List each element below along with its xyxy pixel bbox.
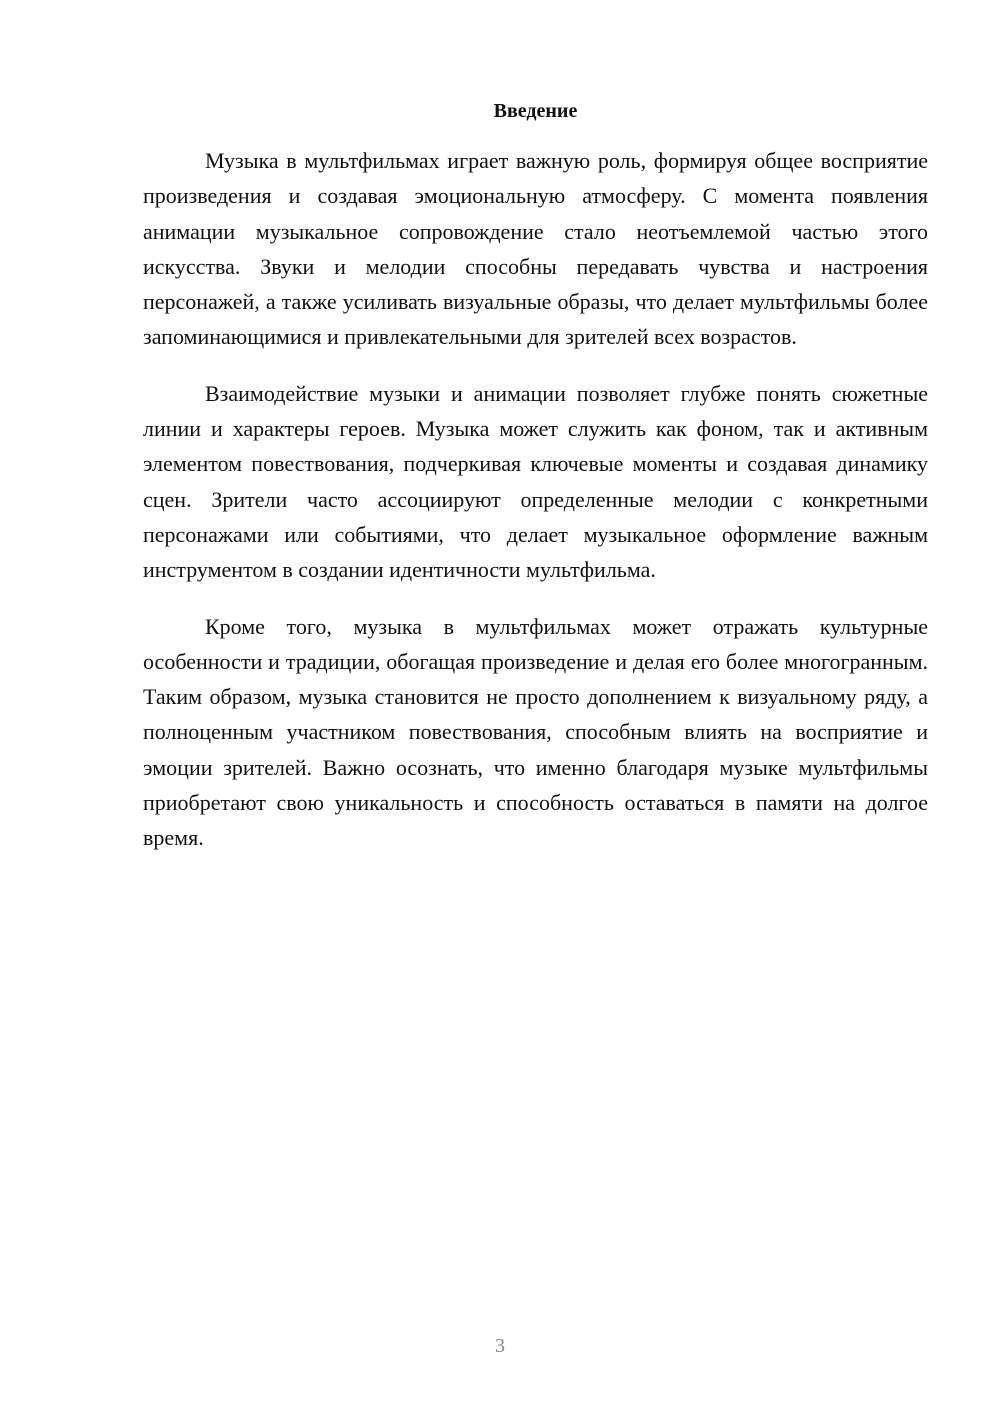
paragraph-3: Кроме того, музыка в мультфильмах может отражать культурные особенности и традиции, обогащая произведение и делая его более многогранным. Таким образом, музыка становится не просто дополнением к визуальному ряду, а полноценным участником повествования, способным влиять на восприятие и эмоции зрителей. Важно осознать, что именно благодаря музыке мультфильмы приобретают свою уникальность и способность оставаться в памяти на долгое время. bbox=[143, 613, 928, 851]
paragraph-1: Музыка в мультфильмах играет важную роль, формируя общее восприятие произведения и создавая эмоциональную атмосферу. С момента появления анимации музыкальное сопровождение стало неотъемлемой частью этого искусства. Звуки и мелодии способны передавать чувства и настроения персонажей, а также усиливать визуальные образы, что делает мультфильмы более запоминающимися и привлекательными для зрителей всех возрастов. bbox=[143, 148, 928, 350]
page-number: 3 bbox=[495, 1335, 505, 1357]
section-title: Введение bbox=[493, 100, 578, 122]
paragraph-2: Взаимодействие музыки и анимации позволяет глубже понять сюжетные линии и характеры героев. Музыка может служить как фоном, так и активным элементом повествования, подчеркивая ключевые моменты и создавая динамику сцен. Зрители часто ассоциируют определенные мелодии с конкретными персонажами или событиями, что делает музыкальное оформление важным инструментом в создании идентичности мультфильма. bbox=[143, 380, 928, 583]
body-text bbox=[143, 143, 928, 877]
